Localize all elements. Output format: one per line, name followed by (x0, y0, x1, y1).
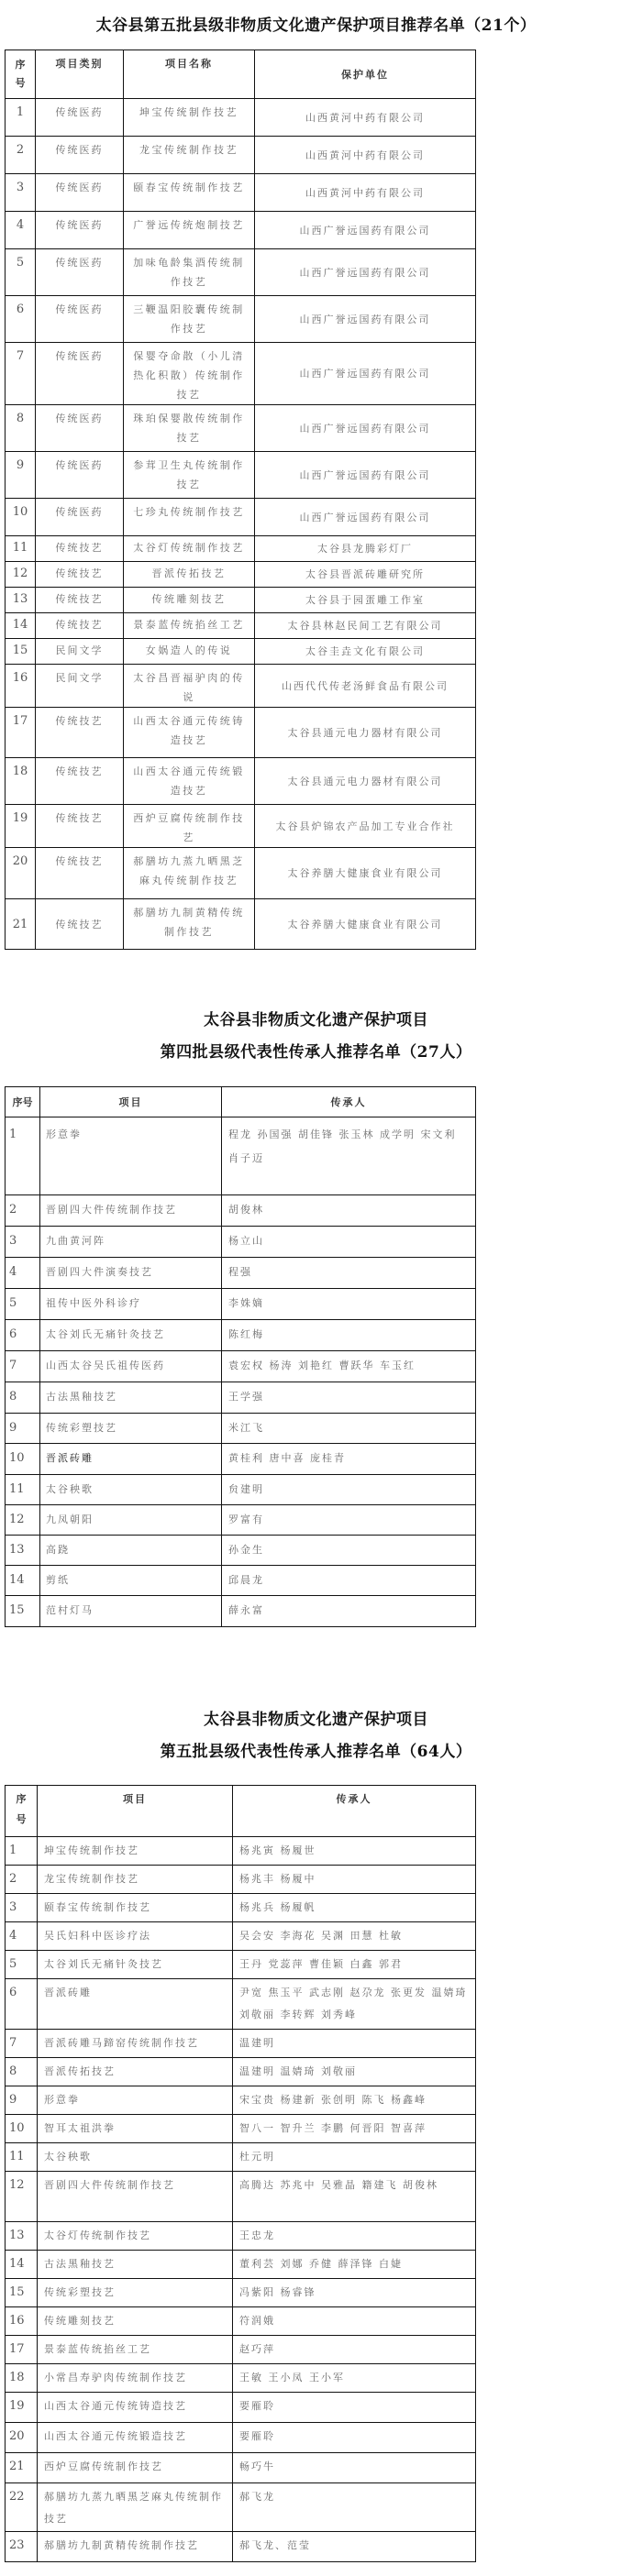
cell-project: 九曲黄河阵 (40, 1227, 222, 1258)
cell-project-name: 保婴夺命散（小儿清热化积散）传统制作技艺 (124, 343, 255, 405)
cell-project: 太谷秧歌 (38, 2143, 233, 2172)
table-row (6, 1475, 476, 1505)
table-row (6, 2393, 476, 2423)
cell-project: 形意拳 (38, 2086, 233, 2115)
header-seq: 序号 (6, 50, 36, 99)
table-row (6, 1289, 476, 1320)
cell-inheritor: 李姝嫡 (222, 1289, 476, 1320)
cell-inheritor: 宋宝贵 杨建新 张创明 陈飞 杨鑫峰 (233, 2086, 476, 2115)
table-row (6, 99, 476, 137)
cell-project-name: 广誉远传统炮制技艺 (124, 212, 255, 249)
table-row (6, 2336, 476, 2364)
table-header-row (6, 50, 476, 99)
cell-protection-unit: 太谷养膳大健康食业有限公司 (255, 899, 476, 950)
cell-seq: 2 (6, 137, 36, 174)
table-row (6, 1951, 476, 1979)
cell-inheritor: 温建明 温婧琦 刘敬丽 (233, 2058, 476, 2086)
table-row (6, 249, 476, 296)
cell-category: 民间文学 (36, 665, 124, 708)
cell-seq: 18 (6, 2364, 38, 2393)
cell-seq: 12 (6, 562, 36, 588)
header-project: 项目 (40, 1087, 222, 1117)
cell-seq: 15 (6, 2279, 38, 2307)
cell-seq: 1 (6, 1837, 38, 1866)
table-row (6, 2251, 476, 2279)
table-row (6, 1596, 476, 1627)
cell-project-name: 七珍丸传统制作技艺 (124, 499, 255, 536)
table-row (6, 2453, 476, 2483)
cell-protection-unit: 山西广誉远国药有限公司 (255, 249, 476, 296)
cell-protection-unit: 太谷圭垚文化有限公司 (255, 639, 476, 665)
table-row (6, 613, 476, 639)
table-header-row (6, 1087, 476, 1117)
table-row (6, 2058, 476, 2086)
table-row (6, 758, 476, 805)
header-seq: 序号 (6, 1786, 38, 1837)
table-row (6, 1566, 476, 1596)
cell-inheritor: 程龙 孙国强 胡佳锋 张玉林 成学明 宋文利 肖子迈 (222, 1117, 476, 1195)
cell-inheritor: 黄桂利 唐中喜 庞桂青 (222, 1444, 476, 1475)
cell-project: 祖传中医外科诊疗 (40, 1289, 222, 1320)
cell-protection-unit: 太谷县于园蛋雕工作室 (255, 588, 476, 613)
cell-inheritor: 尹宽 焦玉平 武志刚 赵尕龙 张更发 温婧琦 刘敬丽 李转辉 刘秀峰 (233, 1979, 476, 2030)
cell-project: 古法黑釉技艺 (38, 2251, 233, 2279)
table-row (6, 2279, 476, 2307)
cell-inheritor: 杨兆寅 杨履世 (233, 1837, 476, 1866)
section3-title-line2: 第五批县级代表性传承人推荐名单（64人） (160, 1743, 472, 1761)
cell-category: 传统技艺 (36, 758, 124, 805)
table-row (6, 2364, 476, 2393)
cell-project: 古法黑釉技艺 (40, 1382, 222, 1414)
table-row (6, 708, 476, 758)
cell-project: 晋派砖雕 (38, 1979, 233, 2030)
cell-project: 传统彩塑技艺 (40, 1414, 222, 1444)
cell-project: 太谷秧歌 (40, 1475, 222, 1505)
cell-category: 传统技艺 (36, 588, 124, 613)
table-row (6, 1979, 476, 2030)
cell-category: 传统技艺 (36, 613, 124, 639)
cell-inheritor: 温建明 (233, 2030, 476, 2058)
cell-category: 传统医药 (36, 405, 124, 452)
cell-inheritor: 王丹 党蕊萍 曹佳颖 白鑫 郭君 (233, 1951, 476, 1979)
cell-protection-unit: 太谷县炉锦农产品加工专业合作社 (255, 805, 476, 848)
cell-seq: 20 (6, 2423, 38, 2453)
table-row (6, 2030, 476, 2058)
cell-project: 吴氏妇科中医诊疗法 (38, 1922, 233, 1951)
table-row (6, 899, 476, 950)
cell-seq: 11 (6, 1475, 40, 1505)
cell-project: 晋剧四大件传统制作技艺 (40, 1195, 222, 1227)
cell-seq: 10 (6, 1444, 40, 1475)
cell-project-name: 山西太谷通元传统铸造技艺 (124, 708, 255, 758)
cell-inheritor: 要雁聆 (233, 2423, 476, 2453)
cell-category: 传统医药 (36, 137, 124, 174)
cell-seq: 5 (6, 1289, 40, 1320)
cell-seq: 9 (6, 1414, 40, 1444)
table-row (6, 665, 476, 708)
section1-title: 太谷县第五批县级非物质文化遗产保护项目推荐名单（21个） (95, 17, 537, 35)
cell-inheritor: 智八一 智升兰 李鹏 何晋阳 智喜萍 (233, 2115, 476, 2143)
cell-project-name: 龙宝传统制作技艺 (124, 137, 255, 174)
cell-project: 传统雕刻技艺 (38, 2307, 233, 2336)
cell-category: 传统医药 (36, 452, 124, 499)
cell-seq: 14 (6, 1566, 40, 1596)
cell-seq: 15 (6, 639, 36, 665)
cell-inheritor: 胡俊林 (222, 1195, 476, 1227)
cell-inheritor: 董利芸 刘娜 乔健 薛泽锋 白婕 (233, 2251, 476, 2279)
cell-seq: 6 (6, 296, 36, 343)
cell-project-name: 太谷昌晋福驴肉的传说 (124, 665, 255, 708)
cell-inheritor: 杨兆丰 杨履中 (233, 1866, 476, 1894)
cell-seq: 19 (6, 805, 36, 848)
cell-protection-unit: 太谷县通元电力器材有限公司 (255, 758, 476, 805)
cell-protection-unit: 山西广誉远国药有限公司 (255, 212, 476, 249)
cell-project: 山西太谷通元传统锻造技艺 (38, 2423, 233, 2453)
cell-protection-unit: 太谷县林赵民间工艺有限公司 (255, 613, 476, 639)
table-row (6, 1837, 476, 1866)
cell-project: 山西太谷吴氏祖传医药 (40, 1351, 222, 1382)
cell-seq: 4 (6, 1922, 38, 1951)
cell-inheritor: 米江飞 (222, 1414, 476, 1444)
cell-inheritor: 孙金生 (222, 1536, 476, 1566)
table-row (6, 296, 476, 343)
cell-category: 传统技艺 (36, 899, 124, 950)
cell-category: 传统医药 (36, 174, 124, 212)
cell-seq: 14 (6, 613, 36, 639)
table-row (6, 1414, 476, 1444)
cell-project-name: 坤宝传统制作技艺 (124, 99, 255, 137)
cell-project: 景泰蓝传统掐丝工艺 (38, 2336, 233, 2364)
cell-project: 传统彩塑技艺 (38, 2279, 233, 2307)
cell-seq: 10 (6, 2115, 38, 2143)
cell-seq: 8 (6, 405, 36, 452)
cell-seq: 13 (6, 2222, 38, 2251)
cell-project-name: 颐春宝传统制作技艺 (124, 174, 255, 212)
cell-category: 传统医药 (36, 343, 124, 405)
cell-seq: 7 (6, 343, 36, 405)
cell-project-name: 珠珀保婴散传统制作技艺 (124, 405, 255, 452)
table-row (6, 1444, 476, 1475)
cell-inheritor: 赵巧萍 (233, 2336, 476, 2364)
cell-inheritor: 郝飞龙、范莹 (233, 2532, 476, 2562)
cell-seq: 1 (6, 1117, 40, 1195)
cell-project: 晋剧四大件传统制作技艺 (38, 2172, 233, 2222)
cell-inheritor: 王忠龙 (233, 2222, 476, 2251)
cell-inheritor: 要雁聆 (233, 2393, 476, 2423)
table-row (6, 405, 476, 452)
table-row (6, 1505, 476, 1536)
cell-seq: 2 (6, 1866, 38, 1894)
cell-seq: 4 (6, 212, 36, 249)
cell-project: 郝膳坊九制黄精传统制作技艺 (38, 2532, 233, 2562)
cell-inheritor: 王敏 王小凤 王小军 (233, 2364, 476, 2393)
cell-seq: 3 (6, 1894, 38, 1922)
cell-seq: 6 (6, 1320, 40, 1351)
table-row (6, 499, 476, 536)
cell-inheritor: 吴会安 李海花 吴渊 田慧 杜敏 (233, 1922, 476, 1951)
cell-inheritor: 符润娥 (233, 2307, 476, 2336)
table-row (6, 1351, 476, 1382)
project-recommendation-table (5, 50, 476, 950)
cell-project-name: 西炉豆腐传统制作技艺 (124, 805, 255, 848)
header-inheritor: 传承人 (222, 1087, 476, 1117)
table-row (6, 1536, 476, 1566)
cell-seq: 1 (6, 99, 36, 137)
cell-project-name: 晋派传拓技艺 (124, 562, 255, 588)
cell-project: 晋派砖雕 (40, 1444, 222, 1475)
cell-project: 坤宝传统制作技艺 (38, 1837, 233, 1866)
cell-category: 传统医药 (36, 249, 124, 296)
table-row (6, 137, 476, 174)
batch5-inheritor-table (5, 1785, 476, 2562)
table-row (6, 2307, 476, 2336)
cell-protection-unit: 太谷县晋派砖雕研究所 (255, 562, 476, 588)
cell-project: 形意拳 (40, 1117, 222, 1195)
cell-seq: 10 (6, 499, 36, 536)
cell-inheritor: 贠建明 (222, 1475, 476, 1505)
cell-seq: 3 (6, 1227, 40, 1258)
cell-project: 郝膳坊九蒸九晒黑芝麻丸传统制作技艺 (38, 2483, 233, 2532)
cell-seq: 21 (6, 2453, 38, 2483)
cell-category: 传统医药 (36, 296, 124, 343)
table-row (6, 1922, 476, 1951)
table-row (6, 212, 476, 249)
cell-seq: 6 (6, 1979, 38, 2030)
cell-protection-unit: 山西广誉远国药有限公司 (255, 452, 476, 499)
cell-project-name: 景泰蓝传统掐丝工艺 (124, 613, 255, 639)
cell-project: 太谷灯传统制作技艺 (38, 2222, 233, 2251)
cell-seq: 17 (6, 708, 36, 758)
cell-seq: 3 (6, 174, 36, 212)
cell-seq: 18 (6, 758, 36, 805)
cell-protection-unit: 太谷县龙腾彩灯厂 (255, 536, 476, 562)
cell-seq: 23 (6, 2532, 38, 2562)
cell-project: 太谷刘氏无痛针灸技艺 (38, 1951, 233, 1979)
cell-inheritor: 程强 (222, 1258, 476, 1289)
cell-project: 智耳太祖洪拳 (38, 2115, 233, 2143)
table-row (6, 848, 476, 899)
cell-category: 传统技艺 (36, 805, 124, 848)
cell-seq: 9 (6, 2086, 38, 2115)
cell-protection-unit: 山西黄河中药有限公司 (255, 174, 476, 212)
cell-seq: 17 (6, 2336, 38, 2364)
cell-seq: 7 (6, 2030, 38, 2058)
table-row (6, 1382, 476, 1414)
header-category: 项目类别 (36, 50, 124, 99)
table-row (6, 1117, 476, 1195)
cell-seq: 15 (6, 1596, 40, 1627)
cell-project: 晋派传拓技艺 (38, 2058, 233, 2086)
table-header-row (6, 1786, 476, 1837)
cell-seq: 5 (6, 249, 36, 296)
table-row (6, 1195, 476, 1227)
cell-seq: 14 (6, 2251, 38, 2279)
cell-seq: 13 (6, 1536, 40, 1566)
cell-protection-unit: 山西广誉远国药有限公司 (255, 343, 476, 405)
section2-title-line1: 太谷县非物质文化遗产保护项目 (204, 1011, 428, 1029)
cell-project: 晋派砖雕马蹄窑传统制作技艺 (38, 2030, 233, 2058)
table-row (6, 2115, 476, 2143)
section3-title-line1: 太谷县非物质文化遗产保护项目 (204, 1711, 428, 1729)
cell-project-name: 女娲造人的传说 (124, 639, 255, 665)
cell-category: 传统医药 (36, 99, 124, 137)
cell-category: 传统技艺 (36, 848, 124, 899)
cell-project: 山西太谷通元传统铸造技艺 (38, 2393, 233, 2423)
cell-seq: 11 (6, 2143, 38, 2172)
cell-inheritor: 高腾达 苏兆中 吴雅晶 籍建飞 胡俊林 (233, 2172, 476, 2222)
cell-project: 九凤朝阳 (40, 1505, 222, 1536)
cell-project: 范村灯马 (40, 1596, 222, 1627)
cell-protection-unit: 山西黄河中药有限公司 (255, 99, 476, 137)
cell-project: 太谷刘氏无痛针灸技艺 (40, 1320, 222, 1351)
header-project: 项目 (38, 1786, 233, 1837)
cell-seq: 21 (6, 899, 36, 950)
cell-seq: 11 (6, 536, 36, 562)
cell-project-name: 太谷灯传统制作技艺 (124, 536, 255, 562)
table-row (6, 1894, 476, 1922)
cell-project: 高跷 (40, 1536, 222, 1566)
cell-category: 民间文学 (36, 639, 124, 665)
cell-seq: 2 (6, 1195, 40, 1227)
cell-protection-unit: 太谷养膳大健康食业有限公司 (255, 848, 476, 899)
table-row (6, 452, 476, 499)
cell-seq: 7 (6, 1351, 40, 1382)
cell-project-name: 加味龟龄集酒传统制作技艺 (124, 249, 255, 296)
cell-inheritor: 罗富有 (222, 1505, 476, 1536)
cell-inheritor: 郝飞龙 (233, 2483, 476, 2532)
cell-inheritor: 陈红梅 (222, 1320, 476, 1351)
table-row (6, 343, 476, 405)
header-name: 项目名称 (124, 50, 255, 99)
cell-project: 龙宝传统制作技艺 (38, 1866, 233, 1894)
header-seq: 序号 (6, 1087, 40, 1117)
cell-seq: 9 (6, 452, 36, 499)
cell-seq: 5 (6, 1951, 38, 1979)
cell-category: 传统技艺 (36, 708, 124, 758)
table-row (6, 2172, 476, 2222)
cell-seq: 22 (6, 2483, 38, 2532)
header-inheritor: 传承人 (233, 1786, 476, 1837)
cell-seq: 13 (6, 588, 36, 613)
table-row (6, 1866, 476, 1894)
cell-project: 西炉豆腐传统制作技艺 (38, 2453, 233, 2483)
table-row (6, 2086, 476, 2115)
cell-project: 颐春宝传统制作技艺 (38, 1894, 233, 1922)
cell-inheritor: 杨兆兵 杨履帆 (233, 1894, 476, 1922)
cell-seq: 12 (6, 1505, 40, 1536)
table-row (6, 639, 476, 665)
table-row (6, 174, 476, 212)
table-row (6, 588, 476, 613)
cell-seq: 16 (6, 2307, 38, 2336)
cell-project-name: 传统雕刻技艺 (124, 588, 255, 613)
cell-seq: 8 (6, 2058, 38, 2086)
cell-inheritor: 薛永富 (222, 1596, 476, 1627)
cell-project-name: 三鞭温阳胶囊传统制作技艺 (124, 296, 255, 343)
cell-project-name: 郝膳坊九制黄精传统制作技艺 (124, 899, 255, 950)
cell-seq: 20 (6, 848, 36, 899)
cell-seq: 12 (6, 2172, 38, 2222)
table-row (6, 1258, 476, 1289)
table-row (6, 805, 476, 848)
cell-inheritor: 杨立山 (222, 1227, 476, 1258)
cell-protection-unit: 山西广誉远国药有限公司 (255, 499, 476, 536)
table-row (6, 1227, 476, 1258)
header-unit: 保护单位 (255, 50, 476, 99)
section2-title-line2: 第四批县级代表性传承人推荐名单（27人） (160, 1043, 472, 1062)
cell-project-name: 参茸卫生丸传统制作技艺 (124, 452, 255, 499)
table-row (6, 2423, 476, 2453)
table-row (6, 2222, 476, 2251)
cell-protection-unit: 太谷县通元电力器材有限公司 (255, 708, 476, 758)
table-row (6, 562, 476, 588)
cell-seq: 4 (6, 1258, 40, 1289)
cell-seq: 8 (6, 1382, 40, 1414)
cell-category: 传统医药 (36, 499, 124, 536)
cell-protection-unit: 山西代代传老汤鲜食品有限公司 (255, 665, 476, 708)
cell-seq: 19 (6, 2393, 38, 2423)
table-row (6, 1320, 476, 1351)
cell-project: 剪纸 (40, 1566, 222, 1596)
cell-protection-unit: 山西广誉远国药有限公司 (255, 405, 476, 452)
cell-project-name: 山西太谷通元传统锻造技艺 (124, 758, 255, 805)
table-row (6, 2483, 476, 2532)
table-row (6, 2532, 476, 2562)
table-row (6, 536, 476, 562)
cell-category: 传统技艺 (36, 562, 124, 588)
cell-project-name: 郝膳坊九蒸九晒黑芝麻丸传统制作技艺 (124, 848, 255, 899)
cell-inheritor: 邱晨龙 (222, 1566, 476, 1596)
cell-inheritor: 畅巧牛 (233, 2453, 476, 2483)
cell-project: 小常昌寿驴肉传统制作技艺 (38, 2364, 233, 2393)
cell-category: 传统技艺 (36, 536, 124, 562)
cell-protection-unit: 山西广誉远国药有限公司 (255, 296, 476, 343)
cell-inheritor: 杜元明 (233, 2143, 476, 2172)
batch4-inheritor-table (5, 1086, 476, 1627)
cell-inheritor: 王学强 (222, 1382, 476, 1414)
cell-inheritor: 冯紫阳 杨睿锋 (233, 2279, 476, 2307)
cell-category: 传统医药 (36, 212, 124, 249)
cell-protection-unit: 山西黄河中药有限公司 (255, 137, 476, 174)
table-row (6, 2143, 476, 2172)
cell-project: 晋剧四大件演奏技艺 (40, 1258, 222, 1289)
cell-seq: 16 (6, 665, 36, 708)
cell-inheritor: 袁宏权 杨涛 刘艳红 曹跃华 车玉红 (222, 1351, 476, 1382)
